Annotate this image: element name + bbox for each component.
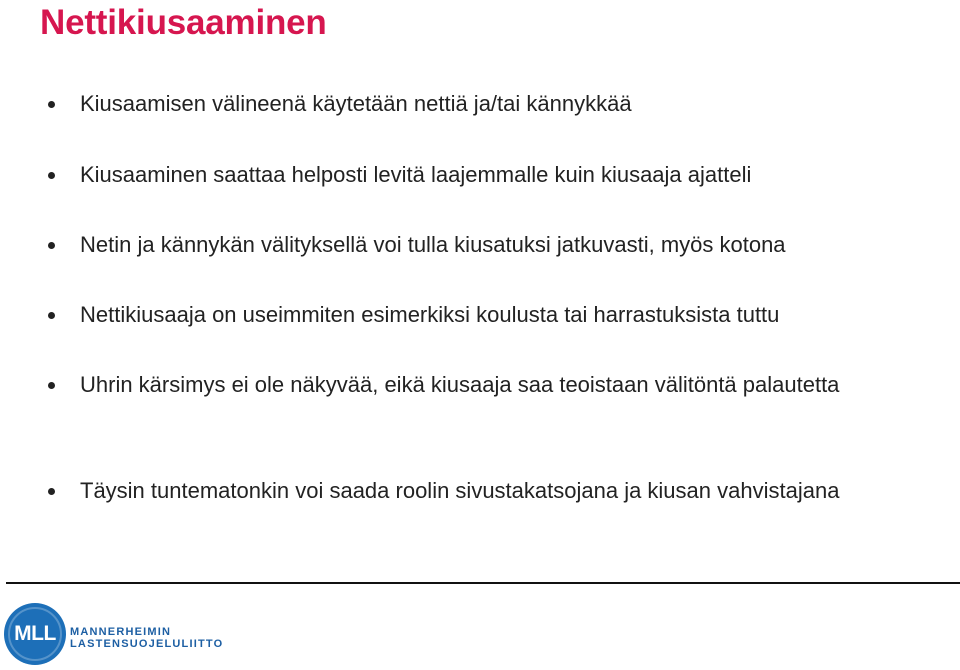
bullet-item bbox=[48, 87, 948, 120]
bullet-dot-icon bbox=[48, 101, 55, 108]
bullet-item bbox=[48, 368, 948, 401]
bullet-dot-icon bbox=[48, 382, 55, 389]
bullet-text: Nettikiusaaja on useimmiten esimerkiksi koulusta tai harrastuksista tuttu bbox=[80, 302, 780, 327]
slide-title: Nettikiusaaminen bbox=[40, 3, 327, 42]
organization-name bbox=[70, 626, 223, 650]
organization-name-line1: MANNERHEIMIN bbox=[70, 626, 172, 638]
mll-logo-icon bbox=[4, 603, 66, 665]
organization-name-line2: LASTENSUOJELULIITTO bbox=[70, 638, 224, 650]
bullet-dot-icon bbox=[48, 242, 55, 249]
bullet-text: Uhrin kärsimys ei ole näkyvää, eikä kiusaaja saa teoistaan välitöntä palautetta bbox=[80, 372, 840, 397]
bullet-dot-icon bbox=[48, 488, 55, 495]
bullet-item bbox=[48, 298, 948, 331]
bullet-dot-icon bbox=[48, 172, 55, 179]
bullet-item bbox=[48, 228, 948, 261]
bullet-text: Kiusaaminen saattaa helposti levitä laajemmalle kuin kiusaaja ajatteli bbox=[80, 162, 752, 187]
bullet-text: Täysin tuntematonkin voi saada roolin sivustakatsojana ja kiusan vahvistajana bbox=[80, 478, 840, 503]
bullet-item bbox=[48, 158, 948, 191]
bullet-item bbox=[48, 474, 948, 507]
bullet-text: Kiusaamisen välineenä käytetään nettiä ja/tai kännykkää bbox=[80, 91, 632, 116]
footer-divider bbox=[6, 582, 960, 584]
bullet-text: Netin ja kännykän välityksellä voi tulla kiusatuksi jatkuvasti, myös kotona bbox=[80, 232, 786, 257]
logo-mark: MLL bbox=[14, 622, 56, 645]
bullet-dot-icon bbox=[48, 312, 55, 319]
